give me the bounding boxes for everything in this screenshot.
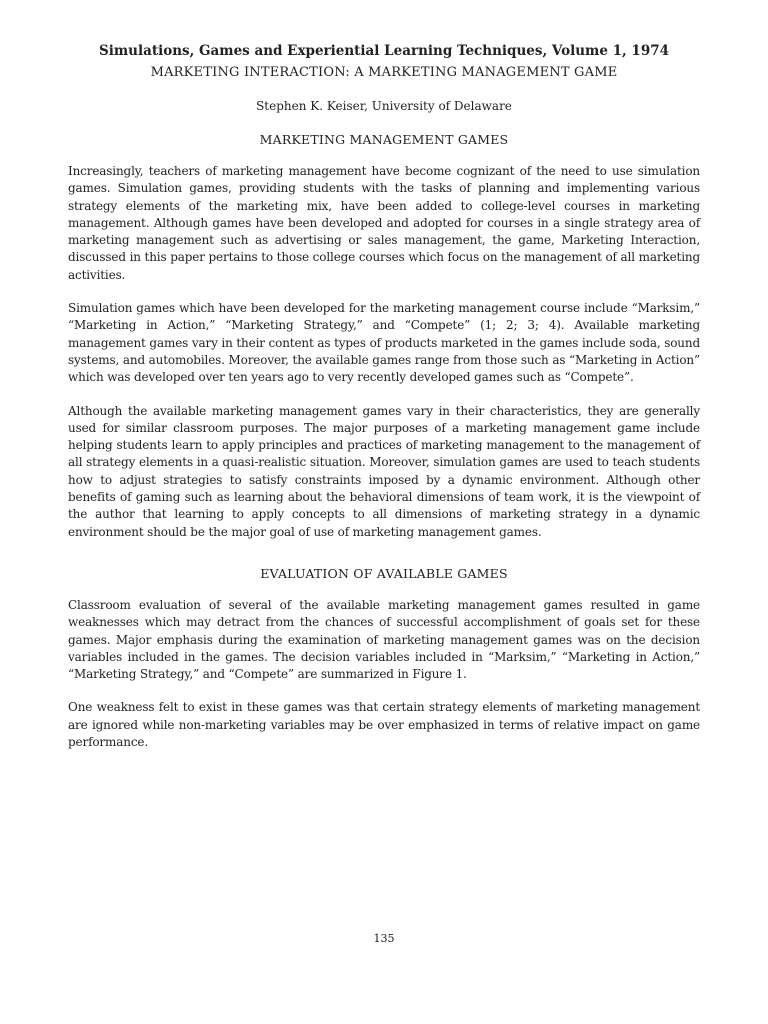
paragraph: Simulation games which have been developed for the marketing management course include “Marksim,” “Marketing in Action,” “Marketing Strategy,” and “Compete” (1; 2; 3; 4). Available marketing management games vary in their content as types of products marketed in the games include soda, sound systems, and automobiles. Moreover, the available games range from those such as “Marketing in Action” which was developed over ten years ago to very recently developed games such as “Compete”. (68, 301, 700, 385)
page-number: 135 (373, 932, 395, 945)
paragraph: Increasingly, teachers of marketing management have become cognizant of the need to use simulation games. Simulation games, providing students with the tasks of planning and implementing various strategy elements of the marketing mix, have been added to college-level courses in marketing management. Although games have been developed and adopted for courses in a single strategy area of marketing management such as advertising or sales management, the game, Marketing Interaction, discussed in this paper pertains to those college courses which focus on the management of all marketing activities. (68, 164, 700, 282)
page-content (68, 42, 700, 767)
paragraph: One weakness felt to exist in these games was that certain strategy elements of marketing management are ignored while non-marketing variables may be over emphasized in terms of relative impact on game performance. (68, 700, 700, 750)
paragraph: Classroom evaluation of several of the available marketing management games resulted in game weaknesses which may detract from the chances of successful accomplishment of goals set for these games. Major emphasis during the examination of marketing management games was on the decision variables included in the games. The decision variables included in “Marksim,” “Marketing in Action,” “Marketing Strategy,” and “Compete” are summarized in Figure 1. (68, 597, 700, 682)
author-line: Stephen K. Keiser, University of Delaware (256, 99, 512, 113)
paragraph: Although the available marketing management games vary in their characteristics, they are generally used for similar classroom purposes. The major purposes of a marketing management game include helping students learn to apply principles and practices of marketing management to the management of all strategy elements in a quasi-realistic situation. Moreover, simulation games are used to teach students how to adjust strategies to satisfy constraints imposed by a dynamic environment. Although other benefits of gaming such as learning about the behavioral dimensions of team work, it is the viewpoint of the author that learning to apply concepts to all dimensions of marketing strategy in a dynamic environment should be the major goal of use of marketing management games. (68, 403, 700, 539)
paper-title: MARKETING INTERACTION: A MARKETING MANAGEMENT GAME (150, 65, 618, 80)
section-heading-evaluation-of-available-games: EVALUATION OF AVAILABLE GAMES (260, 565, 508, 581)
journal-title: Simulations, Games and Experiential Learning Techniques, Volume 1, 1974 (98, 43, 669, 59)
section-heading-marketing-management-games: MARKETING MANAGEMENT GAMES (259, 132, 509, 147)
